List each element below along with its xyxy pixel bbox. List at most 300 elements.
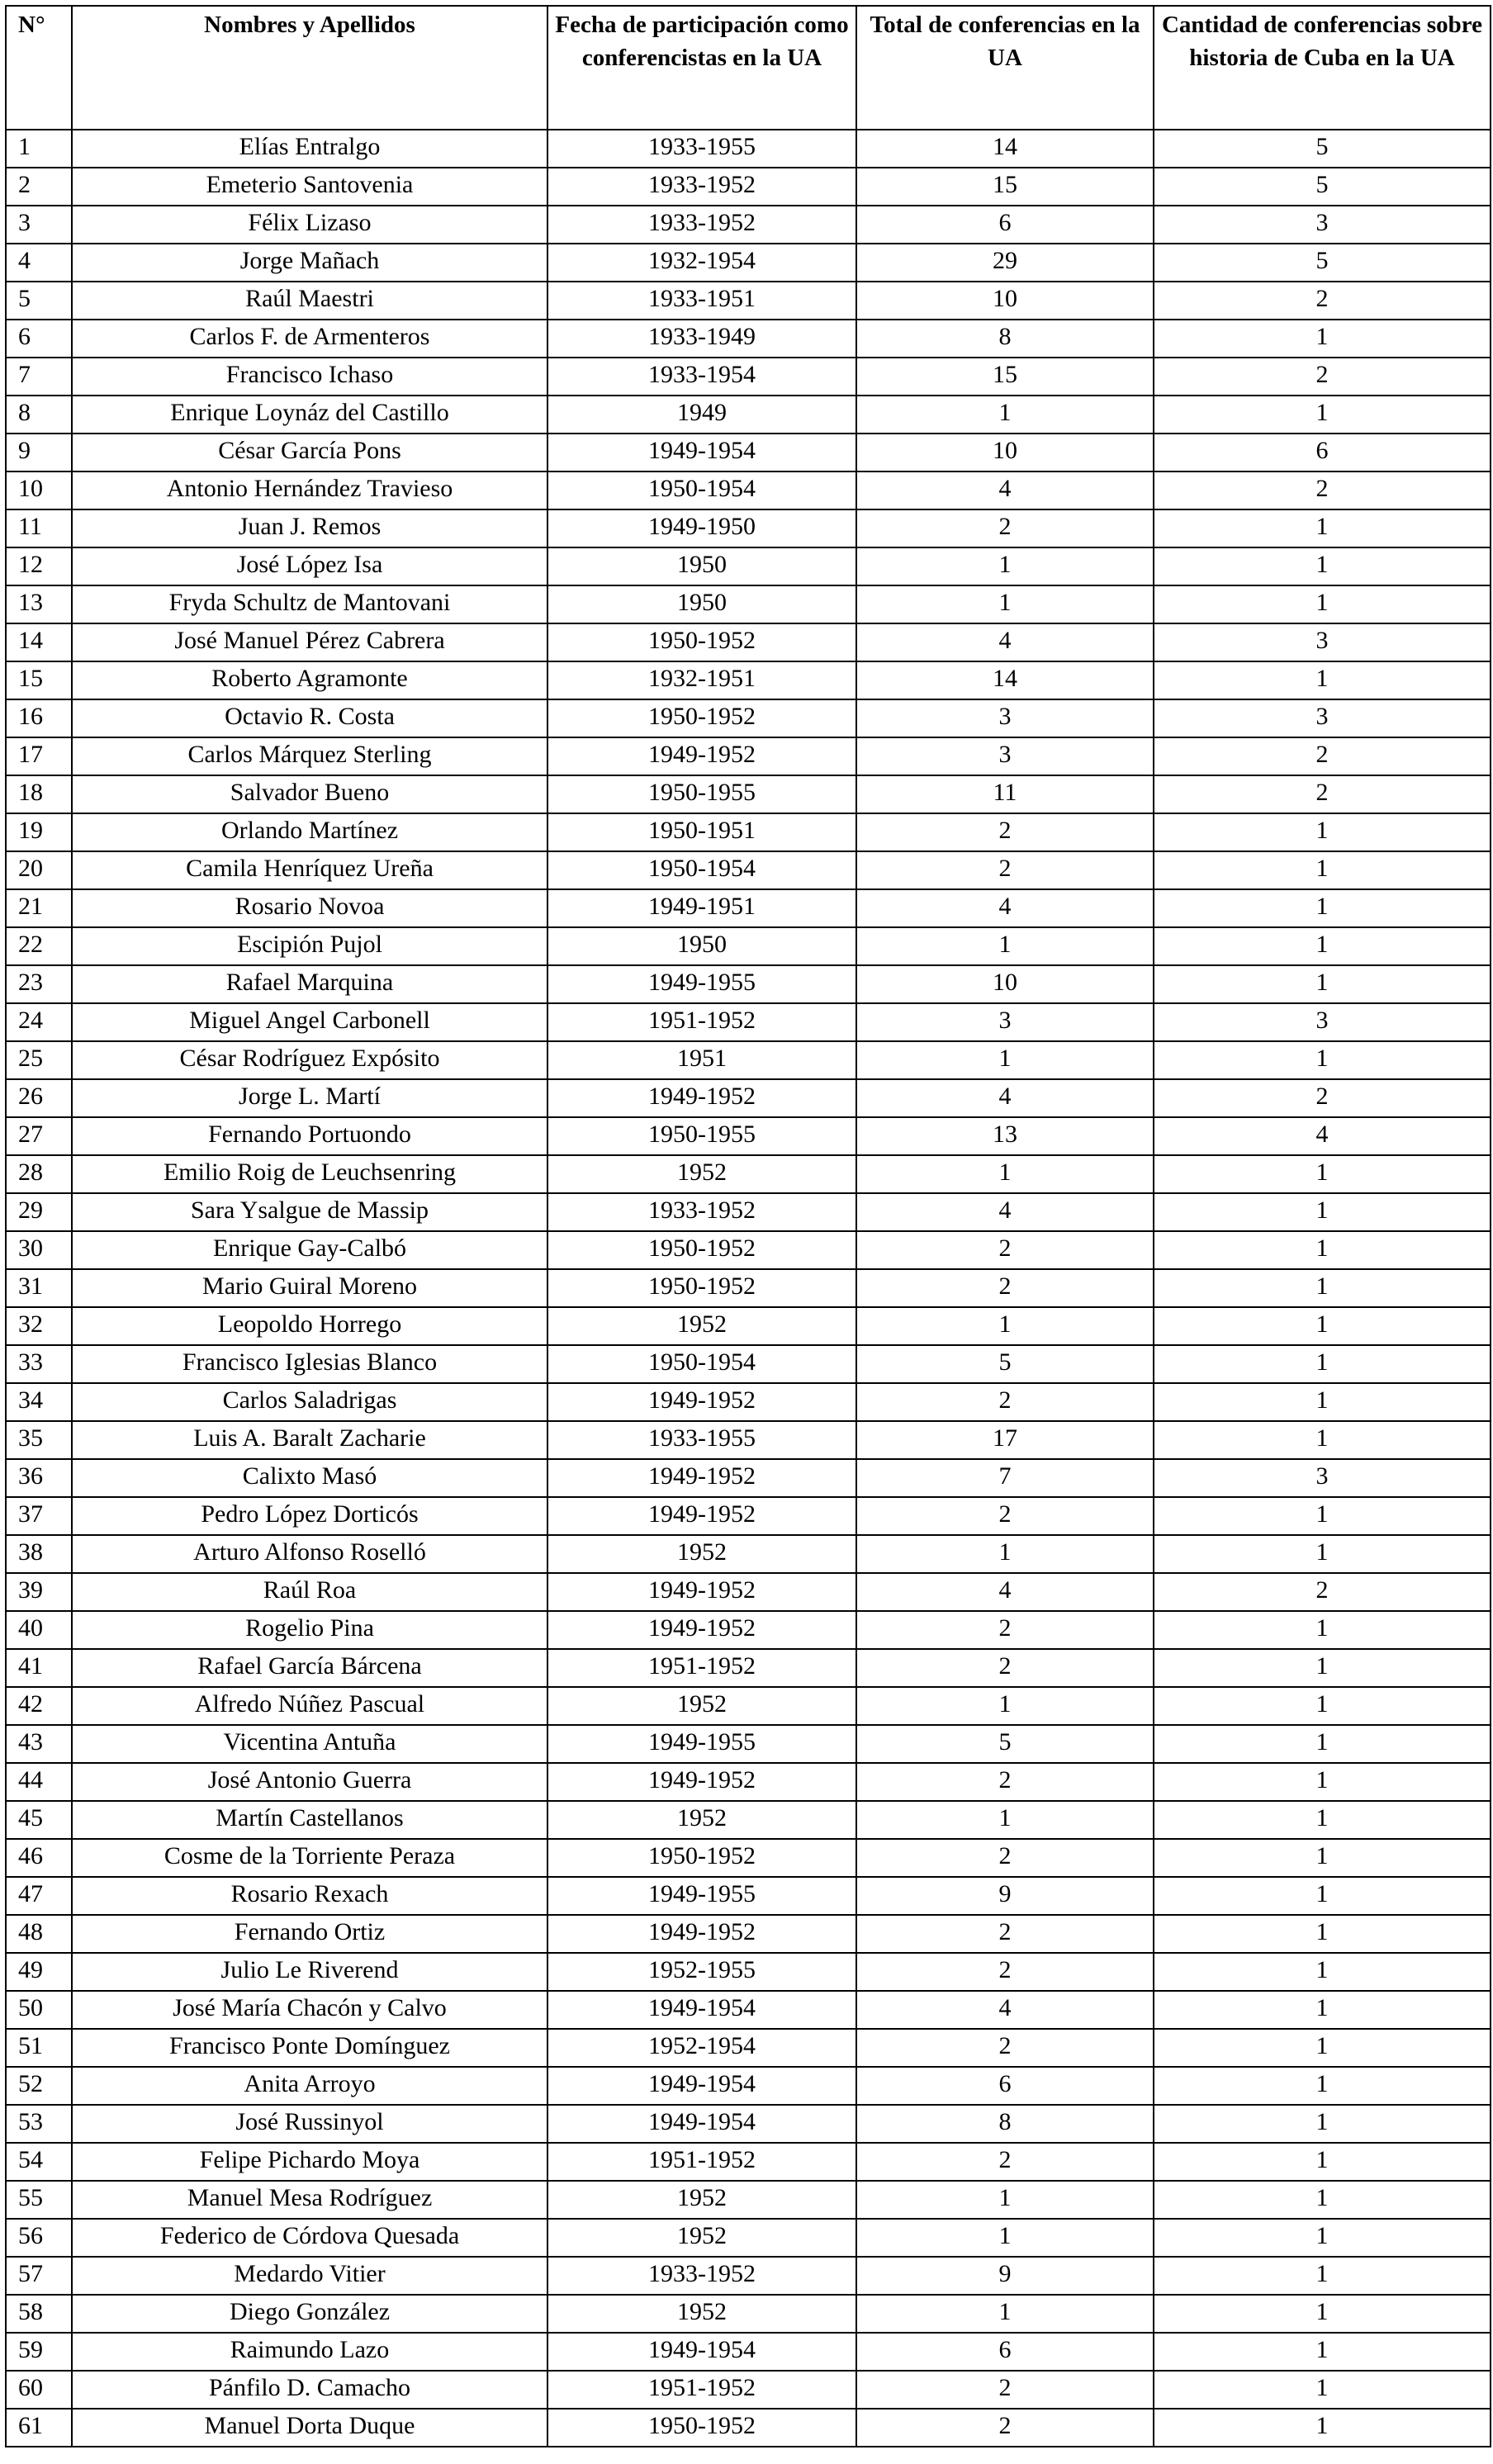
row-total-conferences: 2 [856,813,1154,851]
row-number: 20 [6,851,72,889]
row-cuba-history-conferences: 6 [1154,434,1491,471]
row-number: 36 [6,1459,72,1497]
row-total-conferences: 4 [856,1079,1154,1117]
row-cuba-history-conferences: 1 [1154,1383,1491,1421]
row-participation-dates: 1950-1955 [547,1117,856,1155]
row-total-conferences: 2 [856,1611,1154,1649]
table-row [6,1079,1491,1117]
row-participation-dates: 1949-1954 [547,1991,856,2029]
header-names: Nombres y Apellidos [72,6,547,130]
table-row [6,434,1491,471]
table-row [6,661,1491,699]
row-cuba-history-conferences: 1 [1154,965,1491,1003]
row-cuba-history-conferences: 2 [1154,1079,1491,1117]
row-cuba-history-conferences: 1 [1154,1231,1491,1269]
row-name: José Manuel Pérez Cabrera [72,623,547,661]
row-name: Arturo Alfonso Roselló [72,1535,547,1573]
row-cuba-history-conferences: 1 [1154,1991,1491,2029]
row-cuba-history-conferences: 1 [1154,1801,1491,1839]
table-row [6,1839,1491,1877]
row-number: 46 [6,1839,72,1877]
row-number: 49 [6,1953,72,1991]
row-total-conferences: 29 [856,244,1154,282]
row-name: Salvador Bueno [72,775,547,813]
table-row [6,130,1491,168]
row-total-conferences: 13 [856,1117,1154,1155]
row-cuba-history-conferences: 1 [1154,2371,1491,2409]
row-participation-dates: 1951-1952 [547,1649,856,1687]
table-row [6,1117,1491,1155]
row-number: 40 [6,1611,72,1649]
conference-table [5,5,1491,2447]
table-row [6,1763,1491,1801]
row-total-conferences: 1 [856,1041,1154,1079]
row-total-conferences: 14 [856,130,1154,168]
row-total-conferences: 7 [856,1459,1154,1497]
row-number: 59 [6,2333,72,2371]
row-name: Francisco Ichaso [72,358,547,396]
row-participation-dates: 1952-1954 [547,2029,856,2067]
row-number: 53 [6,2105,72,2143]
row-number: 16 [6,699,72,737]
row-number: 3 [6,206,72,244]
table-row [6,775,1491,813]
row-participation-dates: 1952 [547,1535,856,1573]
table-row [6,1231,1491,1269]
row-number: 30 [6,1231,72,1269]
header-total-conferences: Total de conferencias en la UA [856,6,1154,130]
row-name: Jorge Mañach [72,244,547,282]
row-total-conferences: 1 [856,396,1154,434]
row-participation-dates: 1951 [547,1041,856,1079]
row-participation-dates: 1951-1952 [547,2371,856,2409]
row-number: 25 [6,1041,72,1079]
row-name: Alfredo Núñez Pascual [72,1687,547,1725]
row-cuba-history-conferences: 5 [1154,244,1491,282]
row-participation-dates: 1952 [547,1687,856,1725]
row-number: 44 [6,1763,72,1801]
row-cuba-history-conferences: 2 [1154,737,1491,775]
table-row [6,2143,1491,2181]
table-row [6,547,1491,585]
row-participation-dates: 1949-1952 [547,1915,856,1953]
row-cuba-history-conferences: 2 [1154,282,1491,320]
row-total-conferences: 2 [856,1953,1154,1991]
row-cuba-history-conferences: 2 [1154,1573,1491,1611]
row-participation-dates: 1950-1955 [547,775,856,813]
row-total-conferences: 4 [856,889,1154,927]
row-cuba-history-conferences: 1 [1154,1155,1491,1193]
row-name: Roberto Agramonte [72,661,547,699]
row-participation-dates: 1933-1954 [547,358,856,396]
row-participation-dates: 1950-1952 [547,1231,856,1269]
row-participation-dates: 1950 [547,547,856,585]
row-total-conferences: 2 [856,509,1154,547]
table-row [6,737,1491,775]
row-cuba-history-conferences: 1 [1154,1611,1491,1649]
row-cuba-history-conferences: 1 [1154,2333,1491,2371]
table-row [6,1459,1491,1497]
row-number: 1 [6,130,72,168]
row-name: Pedro López Dorticós [72,1497,547,1535]
row-name: José Antonio Guerra [72,1763,547,1801]
row-name: Octavio R. Costa [72,699,547,737]
table-row [6,168,1491,206]
table-row [6,1383,1491,1421]
row-number: 39 [6,1573,72,1611]
row-participation-dates: 1933-1955 [547,1421,856,1459]
row-participation-dates: 1950 [547,585,856,623]
row-participation-dates: 1952 [547,2181,856,2219]
row-number: 12 [6,547,72,585]
row-name: Mario Guiral Moreno [72,1269,547,1307]
row-name: José López Isa [72,547,547,585]
row-total-conferences: 2 [856,1649,1154,1687]
row-participation-dates: 1950-1952 [547,2409,856,2447]
row-total-conferences: 2 [856,1915,1154,1953]
row-cuba-history-conferences: 1 [1154,813,1491,851]
row-total-conferences: 9 [856,1877,1154,1915]
row-total-conferences: 4 [856,623,1154,661]
header-row [6,6,1491,130]
table-row [6,2105,1491,2143]
table-row [6,1687,1491,1725]
row-name: Fryda Schultz de Mantovani [72,585,547,623]
row-number: 7 [6,358,72,396]
row-total-conferences: 6 [856,2333,1154,2371]
row-name: Sara Ysalgue de Massip [72,1193,547,1231]
table-row [6,889,1491,927]
row-cuba-history-conferences: 1 [1154,2257,1491,2295]
row-number: 2 [6,168,72,206]
row-name: Carlos F. de Armenteros [72,320,547,358]
row-participation-dates: 1950-1952 [547,1269,856,1307]
row-name: Manuel Dorta Duque [72,2409,547,2447]
row-participation-dates: 1932-1954 [547,244,856,282]
row-name: Pánfilo D. Camacho [72,2371,547,2409]
row-participation-dates: 1949-1955 [547,1877,856,1915]
row-name: Rafael Marquina [72,965,547,1003]
row-number: 22 [6,927,72,965]
row-total-conferences: 15 [856,168,1154,206]
row-number: 51 [6,2029,72,2067]
row-name: Francisco Ponte Domínguez [72,2029,547,2067]
row-number: 23 [6,965,72,1003]
table-row [6,927,1491,965]
row-participation-dates: 1950-1954 [547,471,856,509]
row-number: 50 [6,1991,72,2029]
row-number: 6 [6,320,72,358]
row-cuba-history-conferences: 3 [1154,623,1491,661]
row-name: Carlos Márquez Sterling [72,737,547,775]
row-name: Enrique Loynáz del Castillo [72,396,547,434]
table-row [6,2029,1491,2067]
row-participation-dates: 1952 [547,1801,856,1839]
row-participation-dates: 1933-1952 [547,1193,856,1231]
row-name: Felipe Pichardo Moya [72,2143,547,2181]
row-name: César Rodríguez Expósito [72,1041,547,1079]
table-row [6,2371,1491,2409]
row-number: 17 [6,737,72,775]
row-total-conferences: 8 [856,2105,1154,2143]
table-row [6,1041,1491,1079]
row-participation-dates: 1949-1952 [547,1079,856,1117]
row-total-conferences: 15 [856,358,1154,396]
row-participation-dates: 1949-1952 [547,1611,856,1649]
table-row [6,1155,1491,1193]
row-name: Anita Arroyo [72,2067,547,2105]
table-row [6,1003,1491,1041]
row-name: Rafael García Bárcena [72,1649,547,1687]
row-number: 57 [6,2257,72,2295]
row-number: 24 [6,1003,72,1041]
row-participation-dates: 1950-1952 [547,623,856,661]
row-participation-dates: 1949 [547,396,856,434]
row-participation-dates: 1949-1955 [547,965,856,1003]
row-participation-dates: 1933-1949 [547,320,856,358]
row-name: José María Chacón y Calvo [72,1991,547,2029]
row-cuba-history-conferences: 2 [1154,358,1491,396]
row-number: 55 [6,2181,72,2219]
row-number: 13 [6,585,72,623]
row-total-conferences: 2 [856,1763,1154,1801]
row-name: Calixto Masó [72,1459,547,1497]
row-number: 41 [6,1649,72,1687]
table-row [6,471,1491,509]
table-row [6,2067,1491,2105]
row-participation-dates: 1949-1952 [547,1459,856,1497]
row-name: Rosario Novoa [72,889,547,927]
row-cuba-history-conferences: 1 [1154,1307,1491,1345]
row-name: Emeterio Santovenia [72,168,547,206]
row-number: 29 [6,1193,72,1231]
row-name: Raúl Maestri [72,282,547,320]
row-cuba-history-conferences: 1 [1154,1877,1491,1915]
table-row [6,1915,1491,1953]
row-total-conferences: 5 [856,1345,1154,1383]
row-cuba-history-conferences: 1 [1154,1839,1491,1877]
row-cuba-history-conferences: 1 [1154,509,1491,547]
row-name: Jorge L. Martí [72,1079,547,1117]
row-number: 10 [6,471,72,509]
table-row [6,1421,1491,1459]
row-name: Medardo Vitier [72,2257,547,2295]
row-participation-dates: 1950-1954 [547,851,856,889]
table-row [6,2181,1491,2219]
row-total-conferences: 17 [856,1421,1154,1459]
table-row [6,2295,1491,2333]
row-cuba-history-conferences: 1 [1154,1497,1491,1535]
table-row [6,623,1491,661]
table-row [6,2409,1491,2447]
row-name: Vicentina Antuña [72,1725,547,1763]
row-cuba-history-conferences: 1 [1154,1345,1491,1383]
table-row [6,585,1491,623]
row-cuba-history-conferences: 1 [1154,1193,1491,1231]
table-row [6,965,1491,1003]
row-participation-dates: 1933-1952 [547,168,856,206]
row-name: Manuel Mesa Rodríguez [72,2181,547,2219]
row-total-conferences: 1 [856,1155,1154,1193]
row-number: 5 [6,282,72,320]
row-cuba-history-conferences: 5 [1154,130,1491,168]
row-total-conferences: 1 [856,1687,1154,1725]
table-row [6,1497,1491,1535]
row-number: 21 [6,889,72,927]
table-row [6,1725,1491,1763]
row-total-conferences: 2 [856,851,1154,889]
row-number: 31 [6,1269,72,1307]
row-name: Enrique Gay-Calbó [72,1231,547,1269]
row-total-conferences: 2 [856,1269,1154,1307]
header-cuba-history-conferences: Cantidad de conferencias sobre historia de Cuba en la UA [1154,6,1491,130]
row-cuba-history-conferences: 1 [1154,2105,1491,2143]
row-number: 48 [6,1915,72,1953]
row-cuba-history-conferences: 1 [1154,1763,1491,1801]
table-row [6,1991,1491,2029]
row-number: 61 [6,2409,72,2447]
row-number: 52 [6,2067,72,2105]
row-number: 14 [6,623,72,661]
row-cuba-history-conferences: 1 [1154,547,1491,585]
row-participation-dates: 1932-1951 [547,661,856,699]
row-cuba-history-conferences: 1 [1154,1915,1491,1953]
row-cuba-history-conferences: 1 [1154,585,1491,623]
row-participation-dates: 1949-1951 [547,889,856,927]
table-row [6,1573,1491,1611]
row-name: Diego González [72,2295,547,2333]
table-header [6,6,1491,130]
table-row [6,1611,1491,1649]
row-participation-dates: 1949-1952 [547,1573,856,1611]
row-total-conferences: 6 [856,2067,1154,2105]
row-cuba-history-conferences: 3 [1154,1003,1491,1041]
table-row [6,1193,1491,1231]
row-name: Federico de Córdova Quesada [72,2219,547,2257]
row-number: 35 [6,1421,72,1459]
table-row [6,320,1491,358]
row-name: José Russinyol [72,2105,547,2143]
row-total-conferences: 1 [856,2181,1154,2219]
row-cuba-history-conferences: 1 [1154,2219,1491,2257]
row-participation-dates: 1933-1952 [547,2257,856,2295]
row-cuba-history-conferences: 1 [1154,1041,1491,1079]
row-cuba-history-conferences: 1 [1154,2409,1491,2447]
row-total-conferences: 3 [856,1003,1154,1041]
table-row [6,1269,1491,1307]
row-cuba-history-conferences: 1 [1154,1269,1491,1307]
row-number: 33 [6,1345,72,1383]
row-name: Fernando Ortiz [72,1915,547,1953]
row-name: Antonio Hernández Travieso [72,471,547,509]
row-name: Miguel Angel Carbonell [72,1003,547,1041]
row-number: 11 [6,509,72,547]
row-cuba-history-conferences: 1 [1154,396,1491,434]
row-cuba-history-conferences: 1 [1154,851,1491,889]
row-cuba-history-conferences: 1 [1154,1953,1491,1991]
row-participation-dates: 1933-1952 [547,206,856,244]
row-participation-dates: 1950-1951 [547,813,856,851]
table-row [6,1307,1491,1345]
row-total-conferences: 5 [856,1725,1154,1763]
table-row [6,282,1491,320]
row-name: Rosario Rexach [72,1877,547,1915]
row-total-conferences: 2 [856,1383,1154,1421]
row-total-conferences: 10 [856,965,1154,1003]
row-participation-dates: 1951-1952 [547,2143,856,2181]
row-total-conferences: 2 [856,2409,1154,2447]
row-name: Elías Entralgo [72,130,547,168]
row-participation-dates: 1949-1952 [547,1763,856,1801]
row-total-conferences: 1 [856,547,1154,585]
table-row [6,206,1491,244]
row-participation-dates: 1949-1954 [547,2105,856,2143]
row-cuba-history-conferences: 1 [1154,1725,1491,1763]
row-participation-dates: 1949-1952 [547,1497,856,1535]
row-number: 60 [6,2371,72,2409]
row-name: Rogelio Pina [72,1611,547,1649]
row-number: 42 [6,1687,72,1725]
row-name: Fernando Portuondo [72,1117,547,1155]
row-total-conferences: 3 [856,737,1154,775]
table-row [6,1801,1491,1839]
row-total-conferences: 1 [856,2295,1154,2333]
row-number: 9 [6,434,72,471]
row-name: Cosme de la Torriente Peraza [72,1839,547,1877]
row-total-conferences: 1 [856,585,1154,623]
row-total-conferences: 1 [856,1307,1154,1345]
row-name: Juan J. Remos [72,509,547,547]
table-row [6,1535,1491,1573]
row-name: Camila Henríquez Ureña [72,851,547,889]
row-cuba-history-conferences: 1 [1154,1421,1491,1459]
row-number: 27 [6,1117,72,1155]
row-name: Emilio Roig de Leuchsenring [72,1155,547,1193]
row-name: César García Pons [72,434,547,471]
row-number: 45 [6,1801,72,1839]
row-total-conferences: 6 [856,206,1154,244]
row-total-conferences: 2 [856,1839,1154,1877]
row-cuba-history-conferences: 1 [1154,2067,1491,2105]
row-cuba-history-conferences: 3 [1154,1459,1491,1497]
row-participation-dates: 1950 [547,927,856,965]
row-cuba-history-conferences: 3 [1154,699,1491,737]
row-participation-dates: 1952 [547,1155,856,1193]
row-participation-dates: 1949-1954 [547,2333,856,2371]
row-participation-dates: 1933-1955 [547,130,856,168]
row-number: 4 [6,244,72,282]
row-participation-dates: 1952-1955 [547,1953,856,1991]
row-number: 37 [6,1497,72,1535]
table-row [6,1953,1491,1991]
table-row [6,813,1491,851]
row-total-conferences: 2 [856,2143,1154,2181]
row-total-conferences: 8 [856,320,1154,358]
row-total-conferences: 11 [856,775,1154,813]
row-number: 47 [6,1877,72,1915]
row-number: 43 [6,1725,72,1763]
table-row [6,1649,1491,1687]
row-cuba-history-conferences: 1 [1154,320,1491,358]
row-cuba-history-conferences: 1 [1154,2143,1491,2181]
row-total-conferences: 2 [856,1231,1154,1269]
table-row [6,1345,1491,1383]
row-cuba-history-conferences: 1 [1154,889,1491,927]
row-number: 8 [6,396,72,434]
row-participation-dates: 1951-1952 [547,1003,856,1041]
row-participation-dates: 1949-1955 [547,1725,856,1763]
row-number: 56 [6,2219,72,2257]
